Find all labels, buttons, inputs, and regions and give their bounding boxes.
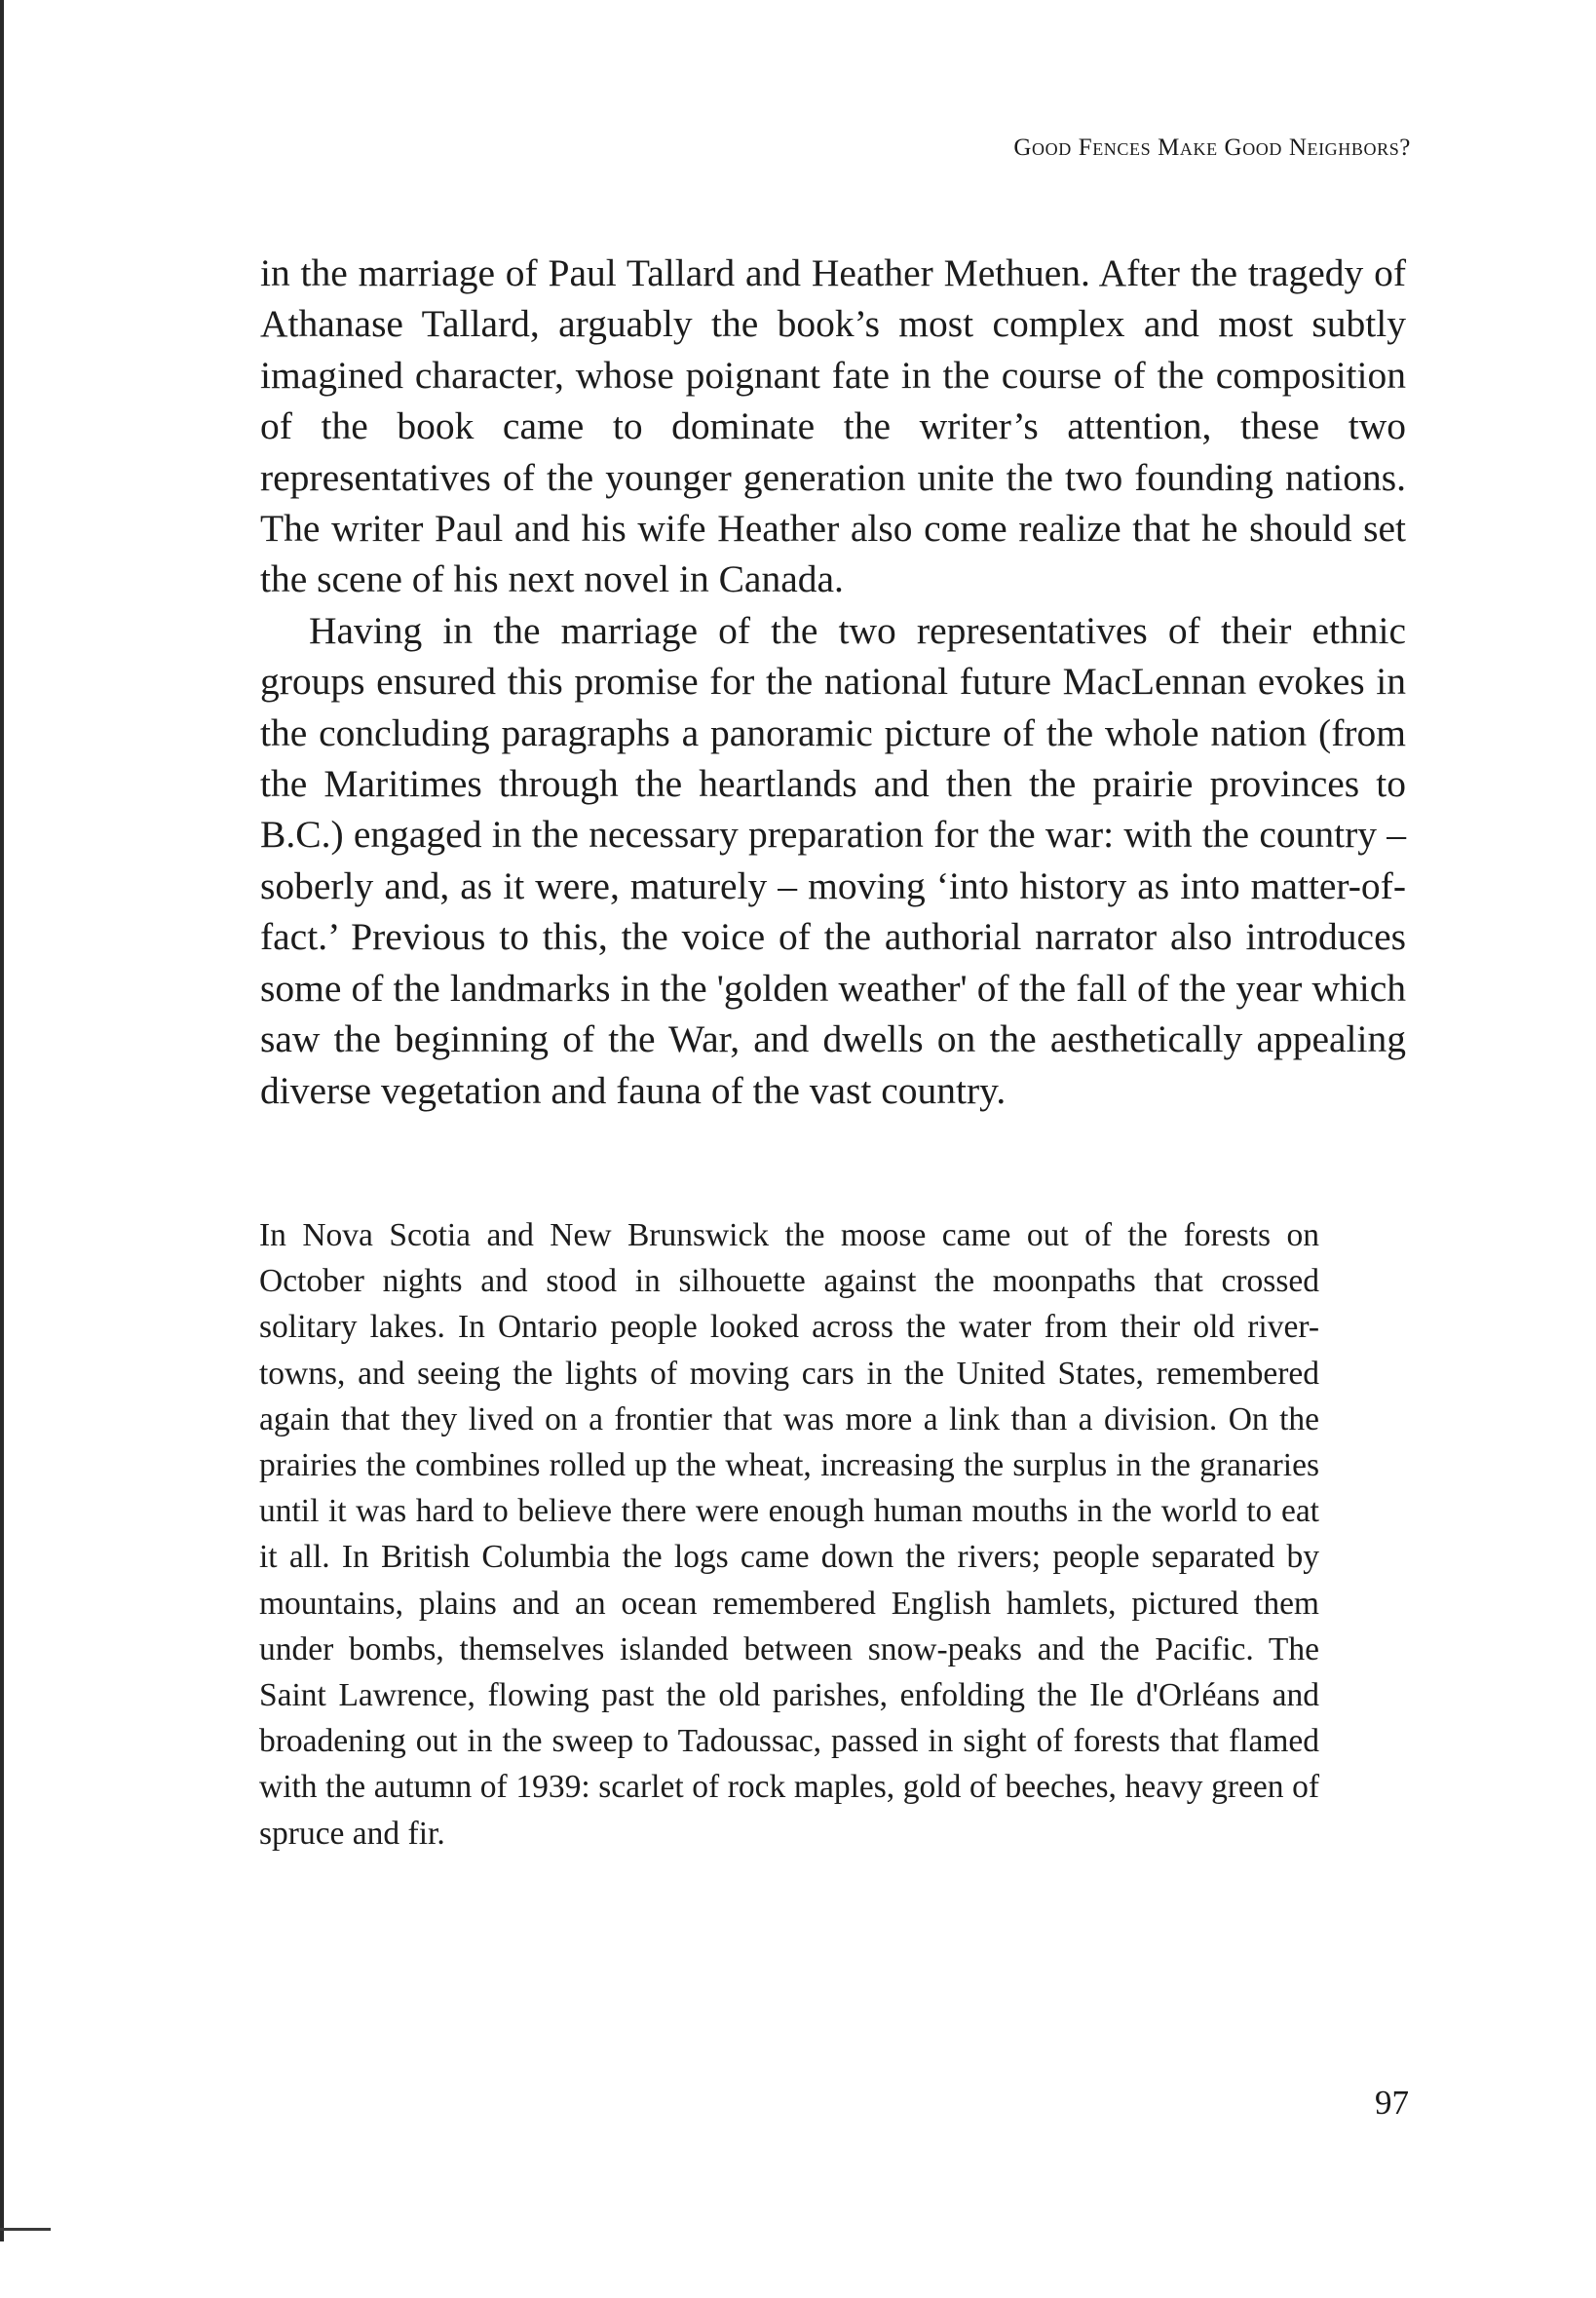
page-binding-edge [0, 0, 4, 2241]
paragraph-1: in the marriage of Paul Tallard and Heather Methuen. After the tragedy of Athanase Tallard, arguably the book’s most complex and most subtly imagined character, whose poignant fate in the course of the composition of the book came to dominate the writer’s attention, these two representatives of the younger generation unite the two founding nations. The writer Paul and his wife Heather also come realize that he should set the scene of his next novel in Canada. [260, 251, 1406, 601]
page-binding-mark [0, 2228, 51, 2231]
running-head: Good Fences Make Good Neighbors? [1013, 134, 1411, 161]
body-text [260, 248, 1406, 1116]
block-quote: In Nova Scotia and New Brunswick the moose came out of the forests on October nights and stood in silhouette against the moonpaths that crossed solitary lakes. In Ontario people looked across the water from their old river-towns, and seeing the lights of moving cars in the United States, remembered again that they lived on a frontier that was more a link than a division. On the prairies the combines rolled up the wheat, increasing the surplus in the granaries until it was hard to believe there were enough human mouths in the world to eat it all. In British Columbia the logs came down the rivers; people separated by mountains, plains and an ocean remembered English hamlets, pictured them under bombs, themselves islanded between snow-peaks and the Pacific. The Saint Lawrence, flowing past the old parishes, enfolding the Ile d'Orléans and broadening out in the sweep to Tadoussac, passed in sight of forests that flamed with the autumn of 1939: scarlet of rock maples, gold of beeches, heavy green of spruce and fir. [259, 1217, 1319, 1852]
paragraph-2: Having in the marriage of the two representatives of their ethnic groups ensured this promise for the national future MacLennan evokes in the concluding paragraphs a panoramic picture of the whole nation (from the Maritimes through the heartlands and then the prairie provinces to B.C.) engaged in the necessary preparation for the war: with the country – soberly and, as it were, maturely – moving ‘into history as into matter-of-fact.’ Previous to this, the voice of the authorial narrator also introduces some of the landmarks in the 'golden weather' of the fall of the year which saw the beginning of the War, and dwells on the aesthetically appealing diverse vegetation and fauna of the vast country. [260, 608, 1406, 1112]
page-number: 97 [1375, 2084, 1409, 2122]
